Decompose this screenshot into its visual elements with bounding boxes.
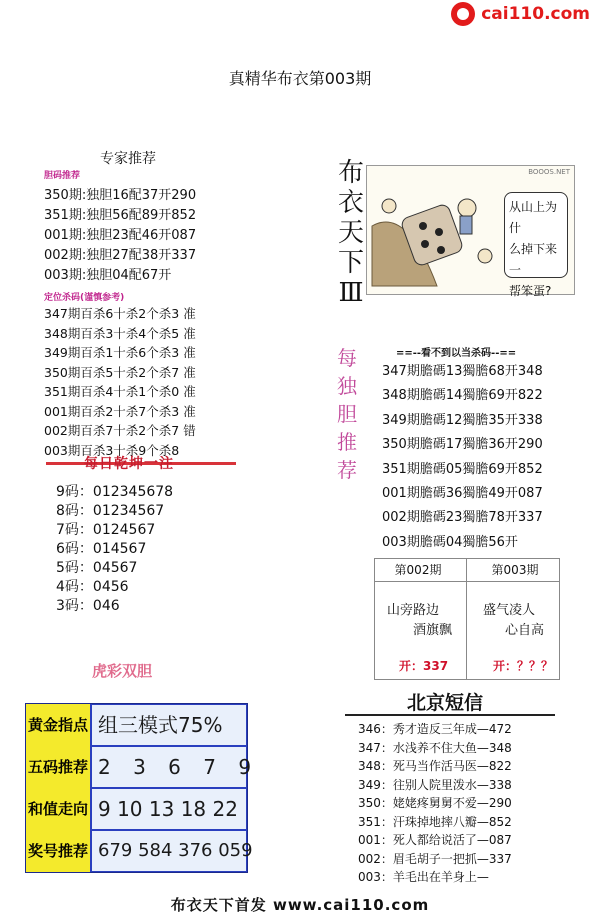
poem-line: 酒旗飘 xyxy=(413,623,453,638)
list-item: 001期百杀2十杀7个杀3 准 xyxy=(44,403,196,419)
site-logo-text: cai110.com xyxy=(481,4,590,24)
list-item: 001期膽碼36獨膽49开087 xyxy=(382,486,543,502)
list-item: 346：秀才造反三年成—472 xyxy=(358,722,512,736)
table-divider xyxy=(375,581,559,582)
list-item: 348：死马当作活马医—822 xyxy=(358,759,512,773)
list-item: 8码：01234567 xyxy=(56,503,165,519)
list-item: 350期:独胆16配37开290 xyxy=(44,188,197,203)
list-item: 351：汗珠掉地摔八瓣—852 xyxy=(358,814,512,829)
list-item: 3码：046 xyxy=(56,598,120,614)
dice-illustration xyxy=(367,166,503,292)
list-item: 347期膽碼13獨膽68开348 xyxy=(382,364,543,379)
board-value: 679 584 376 059 xyxy=(92,831,246,871)
brand-char: Ⅲ xyxy=(338,278,364,308)
list-item: 002期百杀7十杀2个杀7 错 xyxy=(44,423,196,438)
kill-lines xyxy=(44,304,196,460)
bubble-line: 从山上为什 xyxy=(509,200,558,235)
list-item: 4码：0456 xyxy=(56,579,129,595)
dudan-vertical xyxy=(335,344,359,484)
list-item: 351期百杀4十杀1个杀0 准 xyxy=(44,384,196,399)
col1-text xyxy=(387,601,452,641)
dudan-char: 推 xyxy=(337,430,357,454)
dan-tag: 胆码推荐 xyxy=(44,171,81,181)
list-item: 351期膽碼05獨膽69开852 xyxy=(382,461,543,477)
list-item: 9码：012345678 xyxy=(56,484,174,500)
list-item: 001：死人都给说活了—087 xyxy=(358,833,512,847)
list-item: 003期:独胆04配67开 xyxy=(44,268,172,283)
list-item: 002期:独胆27配38开337 xyxy=(44,248,197,263)
col1-header: 第002期 xyxy=(394,563,442,577)
list-item: 6码：014567 xyxy=(56,541,147,557)
beijing-heading: 北京短信 xyxy=(406,692,483,714)
board-label: 和值走向 xyxy=(26,788,90,830)
bubble-line: 帮笨蛋? xyxy=(509,284,552,298)
cartoon-site: BOOOS.NET xyxy=(528,168,570,176)
dudan-char: 每 xyxy=(337,346,357,370)
poem-line: 山旁路边 xyxy=(387,603,440,618)
list-item: 002期膽碼23獨膽78开337 xyxy=(382,510,543,526)
col2-text xyxy=(483,601,544,641)
col1-open: 开：337 xyxy=(399,659,449,673)
list-item: 003：羊毛出在羊身上— xyxy=(358,870,489,884)
brand-vertical xyxy=(336,158,366,308)
beijing-lines xyxy=(358,720,512,887)
daily-codes xyxy=(56,483,173,616)
list-item: 5码：04567 xyxy=(56,560,138,576)
list-item: 350期膽碼17獨膽36开290 xyxy=(382,437,543,453)
list-item: 351期:独胆56配89开852 xyxy=(44,208,197,223)
list-item: 347：水浅养不住大鱼—348 xyxy=(358,740,512,755)
cartoon-image xyxy=(366,165,575,298)
list-item: 349期百杀1十杀6个杀3 准 xyxy=(44,345,196,360)
col2-open: 开：？？？ xyxy=(493,659,554,673)
beijing-divider xyxy=(345,714,555,716)
board-value: 9 10 13 18 22 xyxy=(92,789,246,829)
list-item: 347期百杀6十杀2个杀3 准 xyxy=(44,306,196,321)
dudan-char: 荐 xyxy=(337,458,357,482)
list-item: 003期膽碼04獨膽56开 xyxy=(382,534,518,550)
board-label: 黄金指点 xyxy=(26,704,90,746)
hucai-heading: 虎彩双胆 xyxy=(92,662,153,680)
kill-tag: 定位杀码(谨慎参考) xyxy=(44,293,125,303)
logo-icon xyxy=(451,2,475,26)
list-item: 349期膽碼12獨膽35开338 xyxy=(382,412,543,428)
footer: 布衣天下首发 www.cai110.com xyxy=(170,896,430,914)
poem-table xyxy=(374,558,560,680)
list-item: 003期百杀3十杀9个杀8 xyxy=(44,442,180,458)
right-heading: ==--看不到以当杀码--== xyxy=(396,348,517,359)
list-item: 350：姥姥疼舅舅不爱—290 xyxy=(358,796,512,810)
board-value: 组三模式75% xyxy=(92,705,246,745)
bubble-line: 么掉下来一 xyxy=(509,242,558,277)
brand-char: 布 xyxy=(337,158,364,188)
list-item: 7码：0124567 xyxy=(56,522,156,538)
list-item: 002：眉毛胡子一把抓—337 xyxy=(358,851,512,866)
list-item: 001期:独胆23配46开087 xyxy=(44,228,197,243)
dudan-char: 胆 xyxy=(337,402,357,426)
brand-char: 天 xyxy=(337,218,364,248)
dudan-char: 独 xyxy=(337,374,357,398)
board-value: 2 3 6 7 9 xyxy=(92,747,246,787)
board-label: 五码推荐 xyxy=(26,746,90,788)
right-lines xyxy=(382,360,543,555)
dan-lines xyxy=(44,186,196,286)
daily-heading: 每日乾坤一注 xyxy=(84,456,174,472)
poem-line: 心自高 xyxy=(505,623,545,638)
recommend-board xyxy=(25,703,260,873)
board-label: 奖号推荐 xyxy=(26,830,90,872)
page-title: 真精华布衣第003期 xyxy=(228,69,372,88)
site-logo[interactable] xyxy=(451,2,590,26)
list-item: 349：往别人院里泼水—338 xyxy=(358,777,512,792)
poem-line: 盛气凌人 xyxy=(483,603,536,618)
list-item: 350期百杀5十杀2个杀7 准 xyxy=(44,364,196,380)
speech-bubble xyxy=(504,192,568,298)
expert-heading: 专家推荐 xyxy=(100,151,156,167)
list-item: 348期百杀3十杀4个杀5 准 xyxy=(44,325,196,341)
brand-char: 衣 xyxy=(337,188,364,218)
list-item: 348期膽碼14獨膽69开822 xyxy=(382,388,543,404)
table-divider xyxy=(466,559,467,679)
col2-header: 第003期 xyxy=(491,563,539,577)
brand-char: 下 xyxy=(337,248,364,278)
